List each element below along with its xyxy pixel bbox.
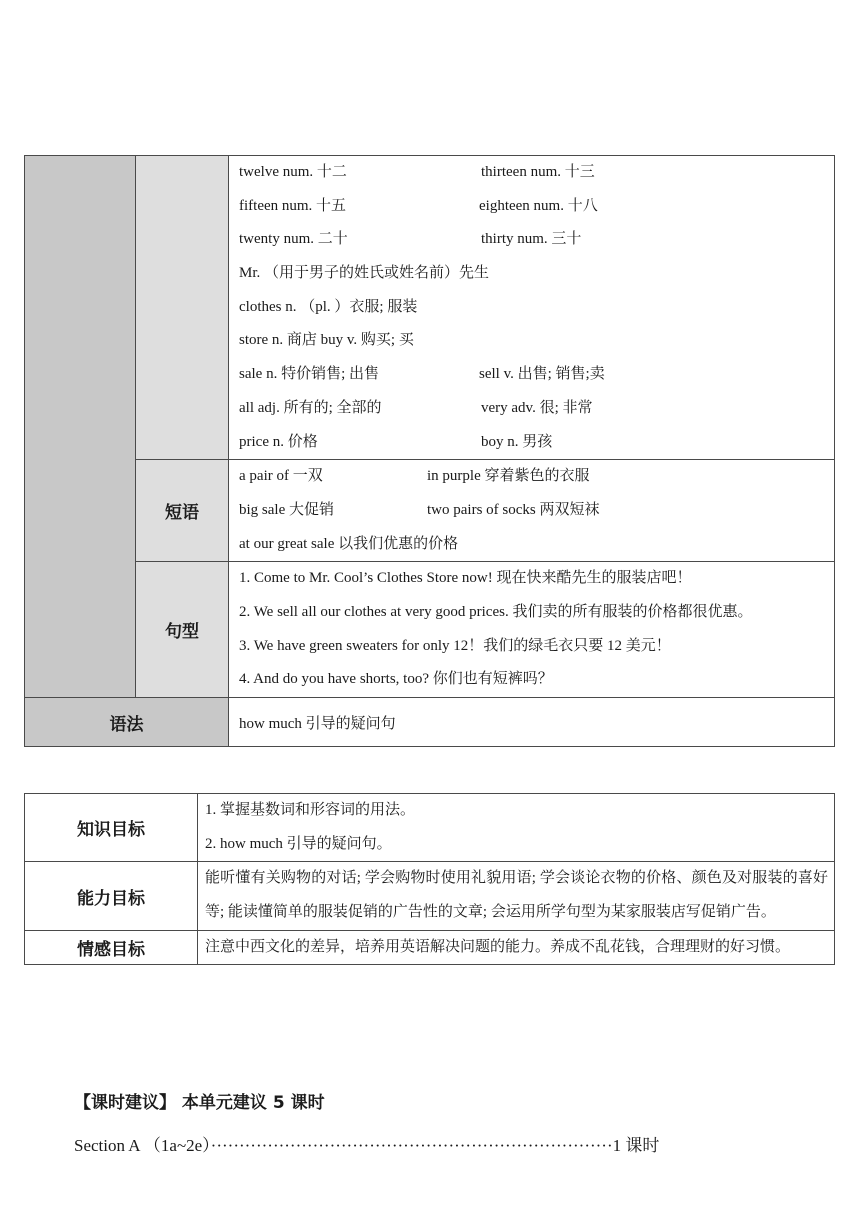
sentence-row: 1. Come to Mr. Cool’s Clothes Store now! 现在快来酷先生的服装店吧！ <box>239 570 692 587</box>
emotion-goal-value <box>198 930 835 965</box>
word-row: fifteen num. 十五 eighteen num. 十八 <box>239 197 598 214</box>
emotion-goal-label: 情感目标 <box>25 930 198 965</box>
word-row: store n. 商店 buy v. 购买; 买 <box>239 332 414 349</box>
ability-goal-value <box>198 862 835 930</box>
ability-goal-label: 能力目标 <box>25 862 198 930</box>
grammar-label: 语法 <box>25 698 229 747</box>
sentence-row: 3. We have green sweaters for only 12！我们的绿毛衣只要 12 美元！ <box>239 637 671 654</box>
phrase-row: a pair of 一双 in purple 穿着紫色的衣服 <box>239 468 590 485</box>
word-row: all adj. 所有的; 全部的 very adv. 很; 非常 <box>239 399 593 416</box>
phrases-cell <box>229 460 835 562</box>
word-row: sale n. 特价销售; 出售 sell v. 出售; 销售;卖 <box>239 366 605 383</box>
word-row: Mr. （用于男子的姓氏或姓名前）先生 <box>239 265 490 282</box>
word-row: twenty num. 二十 thirty num. 三十 <box>239 231 582 248</box>
emotion-goal-text: 注意中西文化的差异，培养用英语解决问题的能力。养成不乱花钱，合理理财的好习惯。 <box>205 938 791 955</box>
section-a-line: Section A （1a~2e）·······································································1 课时 <box>74 1136 660 1155</box>
knowledge-goal-line: 2. how much 引导的疑问句。 <box>205 835 392 852</box>
sentences-cell <box>229 562 835 698</box>
grammar-value: how much 引导的疑问句 <box>229 698 835 747</box>
sentence-row: 4. And do you have shorts, too? 你们也有短裤吗？ <box>239 671 553 688</box>
phrase-row: big sale 大促销 two pairs of socks 两双短袜 <box>239 501 600 518</box>
phrases-label: 短语 <box>136 460 229 562</box>
sentences-label: 句型 <box>136 562 229 698</box>
ability-goal-text: 能听懂有关购物的对话; 学会购物时使用礼貌用语; 学会谈论衣物的价格、颜色及对服装的喜好等; 能读懂简单的服装促销的广告性的文章; 会运用所学句型为某家服装店写促销广告。 <box>205 870 828 921</box>
knowledge-goal-label: 知识目标 <box>25 794 198 862</box>
vocabulary-table <box>24 155 835 747</box>
course-suggestion-heading: 【课时建议】 本单元建议 5 课时 <box>74 1093 325 1113</box>
unit-column <box>25 156 136 698</box>
sentence-row: 2. We sell all our clothes at very good prices. 我们卖的所有服装的价格都很优惠。 <box>239 603 753 620</box>
knowledge-goal-value <box>198 794 835 862</box>
goals-table <box>24 793 835 965</box>
words-label-cell <box>136 156 229 460</box>
phrase-row: at our great sale 以我们优惠的价格 <box>239 535 459 552</box>
word-row: clothes n. （pl. ）衣服; 服装 <box>239 298 418 315</box>
word-row: twelve num. 十二 thirteen num. 十三 <box>239 164 595 180</box>
word-row: price n. 价格 boy n. 男孩 <box>239 433 553 450</box>
knowledge-goal-line: 1. 掌握基数词和形容词的用法。 <box>205 802 416 818</box>
words-cell <box>229 156 835 460</box>
